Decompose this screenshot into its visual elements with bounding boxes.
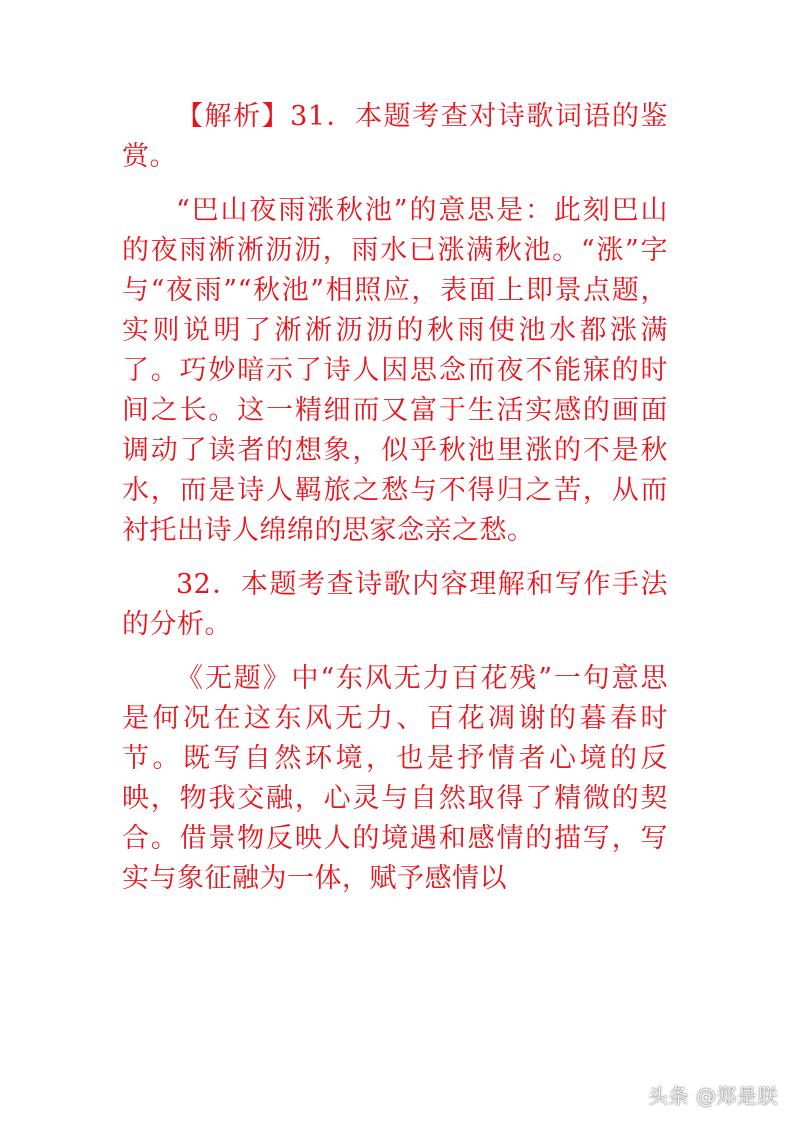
paragraph-analysis-32-body: 《无题》中“东风无力百花残”一句意思是何况在这东风无力、百花凋谢的暮春时节。既写自然环境，也是抒情者心境的反映，物我交融，心灵与自然取得了精微的契合。借景物反映人的境遇和感情的描写，写实与象征融为一体，赋予感情以 [122,663,668,894]
document-body [122,97,668,913]
paragraph-analysis-32-heading: 32．本题考查诗歌内容理解和写作手法的分析。 [122,569,668,640]
paragraph-analysis-31-body: “巴山夜雨涨秋池”的意思是：此刻巴山的夜雨淅淅沥沥，雨水已涨满秋池。“涨”字与“夜雨”“秋池”相照应，表面上即景点题，实则说明了淅淅沥沥的秋雨使池水都涨满了。巧妙暗示了诗人因思念而夜不能寐的时间之长。这一精细而又富于生活实感的画面调动了读者的想象，似乎秋池里涨的不是秋水，而是诗人羁旅之愁与不得归之苦，从而衬托出诗人绵绵的思家念亲之愁。 [122,195,668,546]
paragraph-analysis-31-heading: 【解析】31．本题考查对诗歌词语的鉴赏。 [122,101,668,172]
watermark-text: 头条 @郑是朕 [648,1084,778,1108]
